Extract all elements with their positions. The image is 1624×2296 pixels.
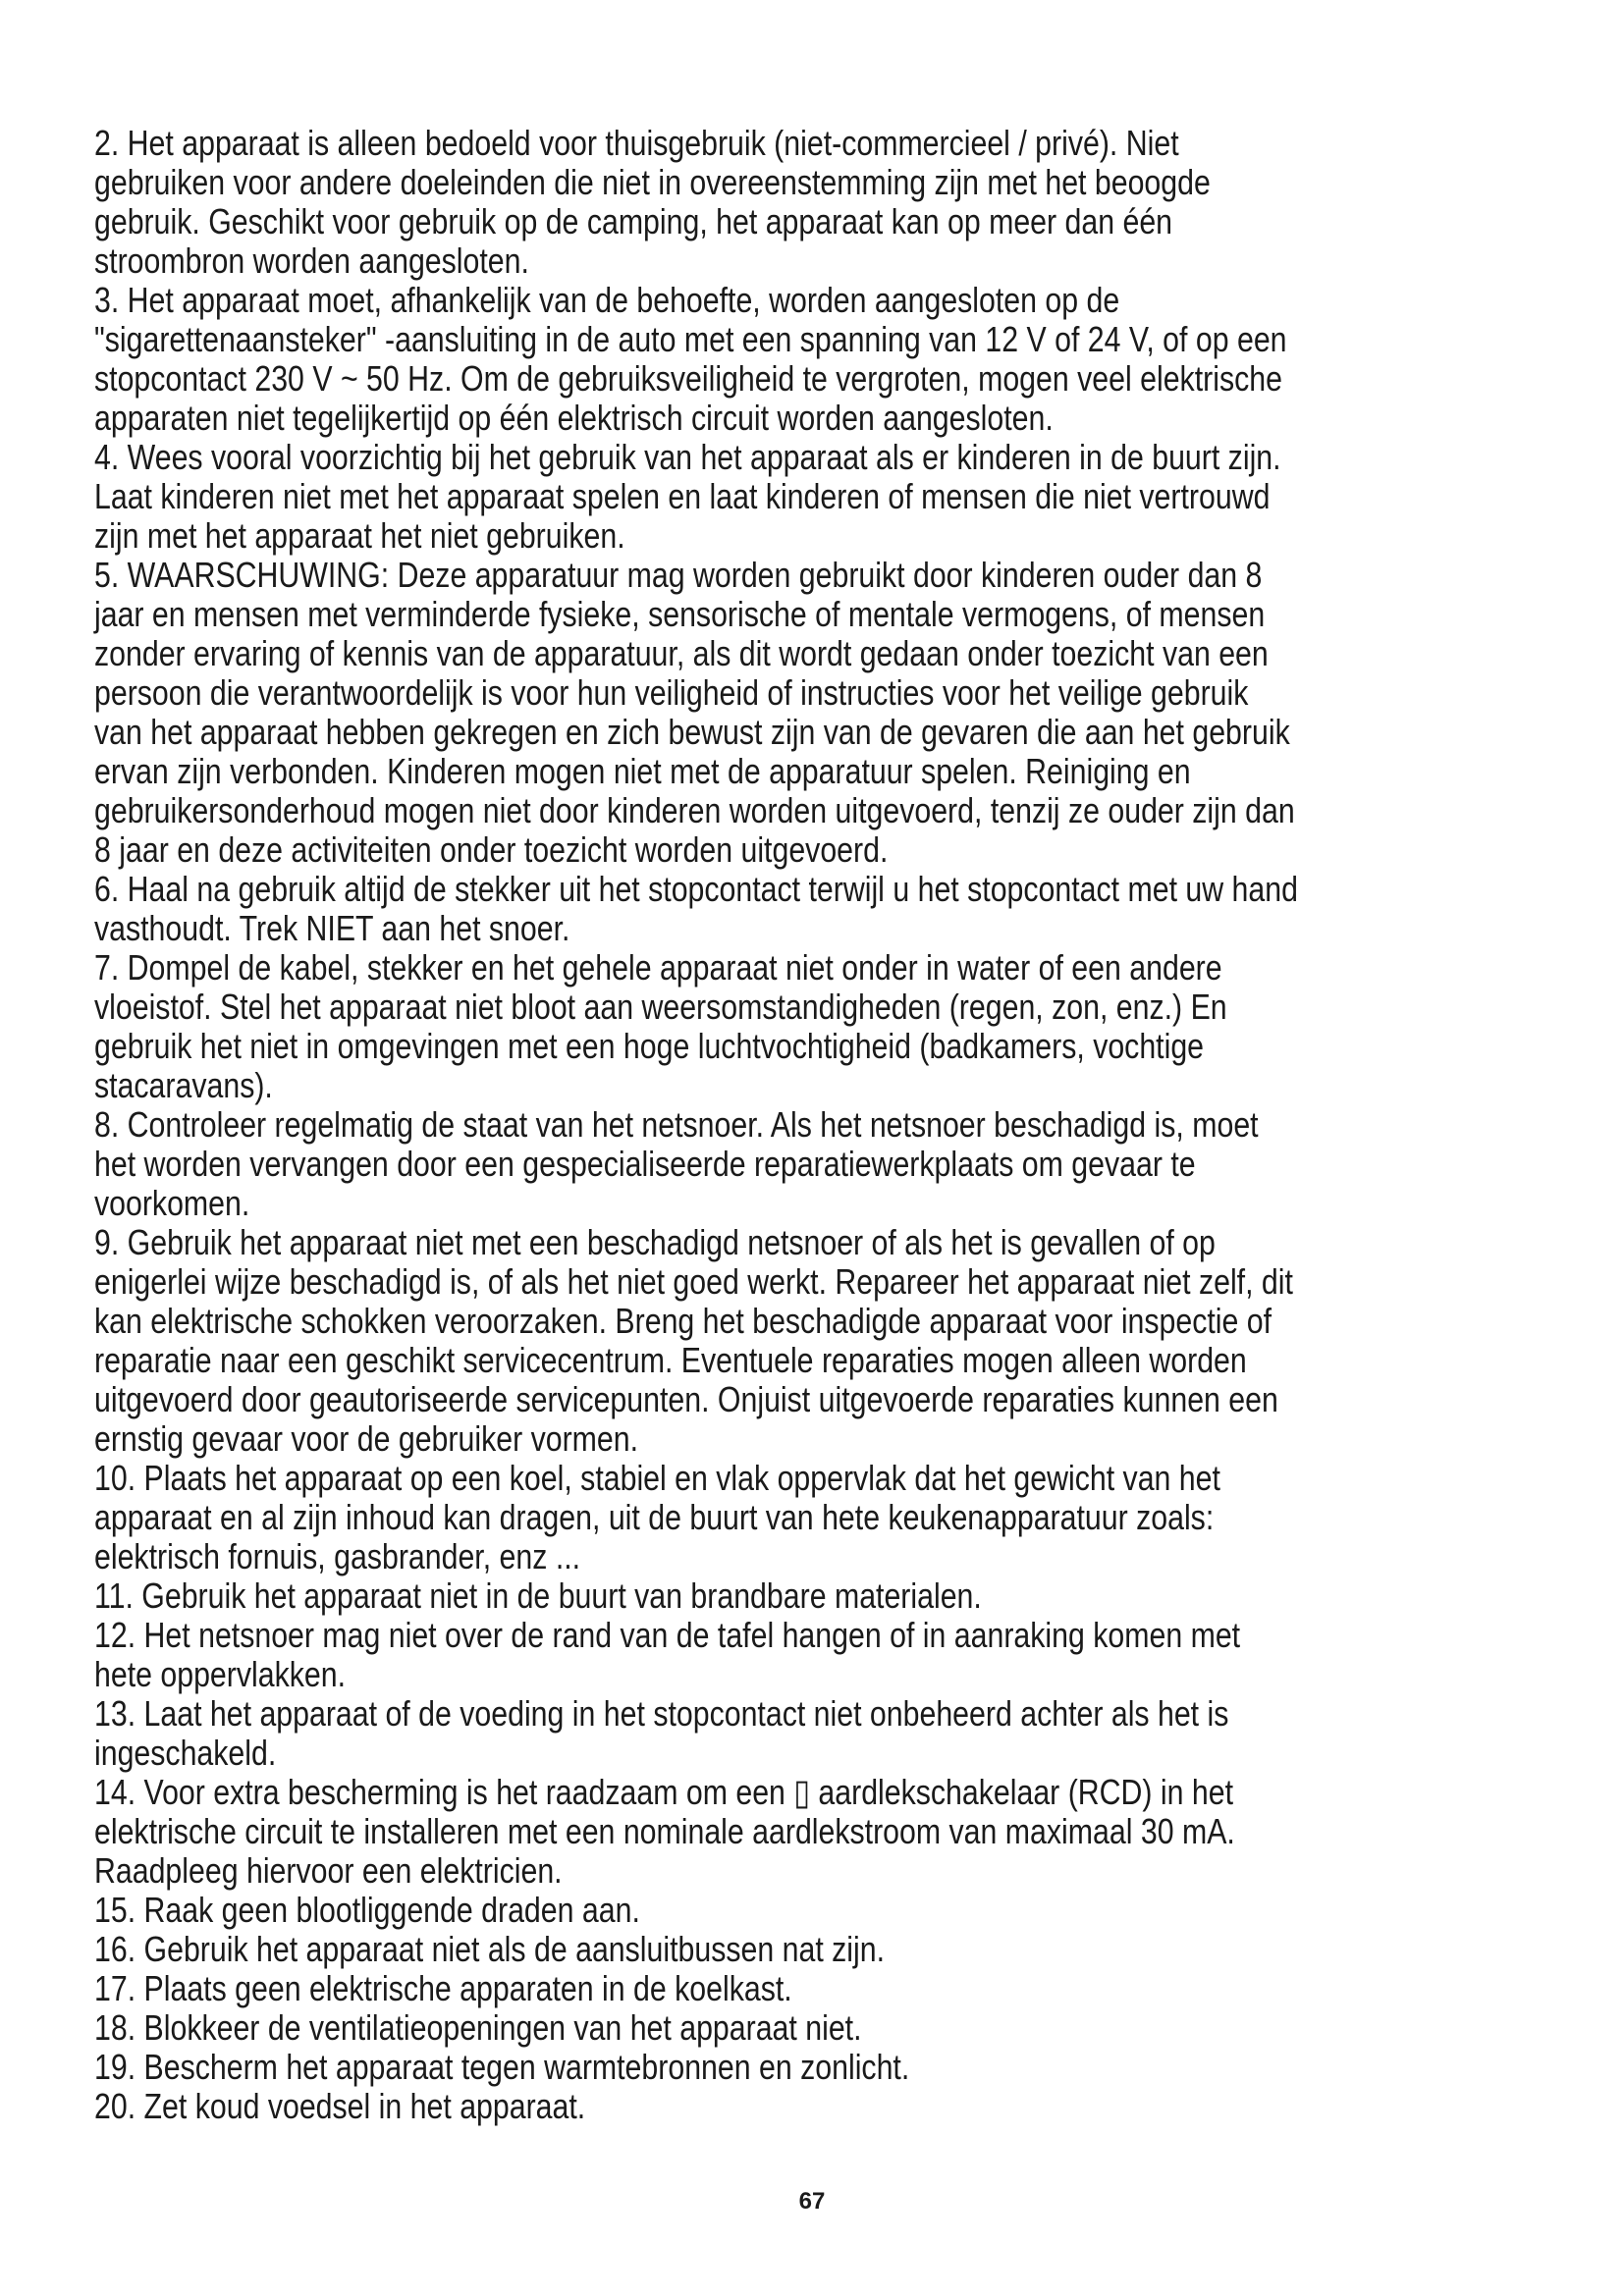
text-line: 3. Het apparaat moet, afhankelijk van de behoefte, worden aangesloten op de (94, 280, 1120, 320)
text-line: ernstig gevaar voor de gebruiker vormen. (94, 1418, 639, 1459)
text-line: zijn met het apparaat het niet gebruiken. (94, 515, 625, 556)
text-line: 6. Haal na gebruik altijd de stekker uit het stopcontact terwijl u het stopcontact met uw hand (94, 869, 1298, 909)
instruction-17 (94, 1969, 1317, 2008)
text-line: gebruik het niet in omgevingen met een hoge luchtvochtigheid (badkamers, vochtige (94, 1026, 1205, 1066)
instruction-19 (94, 2048, 1317, 2087)
text-line: gebruiken voor andere doeleinden die niet in overeenstemming zijn met het beoogde (94, 162, 1211, 202)
text-line: elektrisch fornuis, gasbrander, enz ... (94, 1536, 581, 1576)
text-line: 5. WAARSCHUWING: Deze apparatuur mag worden gebruikt door kinderen ouder dan 8 (94, 555, 1263, 595)
instruction-4 (94, 438, 1317, 556)
instruction-3 (94, 281, 1317, 438)
text-line: 11. Gebruik het apparaat niet in de buurt van brandbare materialen. (94, 1575, 982, 1616)
text-line: ervan zijn verbonden. Kinderen mogen niet met de apparatuur spelen. Reiniging en (94, 751, 1191, 791)
text-line: gebruikersonderhoud mogen niet door kinderen worden uitgevoerd, tenzij ze ouder zijn dan (94, 790, 1295, 830)
text-line: uitgevoerd door geautoriseerde servicepunten. Onjuist uitgevoerde reparaties kunnen een (94, 1379, 1278, 1419)
instruction-8 (94, 1105, 1317, 1223)
text-line: voorkomen. (94, 1183, 250, 1223)
text-line: 10. Plaats het apparaat op een koel, stabiel en vlak oppervlak dat het gewicht van het (94, 1458, 1220, 1498)
instruction-16 (94, 1930, 1317, 1969)
text-line: enigerlei wijze beschadigd is, of als het niet goed werkt. Repareer het apparaat niet zelf, dit (94, 1261, 1293, 1302)
instruction-9 (94, 1223, 1317, 1459)
text-line: het worden vervangen door een gespecialiseerde reparatiewerkplaats om gevaar te (94, 1144, 1196, 1184)
text-line: 17. Plaats geen elektrische apparaten in de koelkast. (94, 1968, 792, 2008)
instruction-2 (94, 124, 1317, 281)
text-line: persoon die verantwoordelijk is voor hun veiligheid of instructies voor het veilige gebruik (94, 672, 1249, 713)
text-line: jaar en mensen met verminderde fysieke, sensorische of mentale vermogens, of mensen (94, 594, 1266, 634)
instruction-11 (94, 1576, 1317, 1616)
text-line: zonder ervaring of kennis van de apparatuur, als dit wordt gedaan onder toezicht van een (94, 633, 1269, 673)
instruction-10 (94, 1459, 1317, 1576)
text-line: stopcontact 230 V ~ 50 Hz. Om de gebruiksveiligheid te vergroten, mogen veel elektrische (94, 358, 1282, 399)
text-line: gebruik. Geschikt voor gebruik op de camping, het apparaat kan op meer dan één (94, 201, 1173, 241)
text-line: 18. Blokkeer de ventilatieopeningen van het apparaat niet. (94, 2007, 862, 2048)
text-line: stacaravans). (94, 1065, 273, 1105)
text-line: reparatie naar een geschikt servicecentrum. Eventuele reparaties mogen alleen worden (94, 1340, 1247, 1380)
text-line: 8. Controleer regelmatig de staat van het netsnoer. Als het netsnoer beschadigd is, moet (94, 1104, 1259, 1145)
instruction-20 (94, 2087, 1317, 2126)
text-line: 14. Voor extra bescherming is het raadzaam om een ▯ aardlekschakelaar (RCD) in het (94, 1772, 1234, 1812)
text-line: 13. Laat het apparaat of de voeding in het stopcontact niet onbeheerd achter als het is (94, 1693, 1229, 1734)
text-line: 20. Zet koud voedsel in het apparaat. (94, 2086, 586, 2126)
text-line: 12. Het netsnoer mag niet over de rand van de tafel hangen of in aanraking komen met (94, 1615, 1241, 1655)
instruction-14 (94, 1773, 1317, 1891)
instruction-18 (94, 2008, 1317, 2048)
text-line: 19. Bescherm het apparaat tegen warmtebronnen en zonlicht. (94, 2047, 910, 2087)
instruction-5-warning (94, 556, 1317, 870)
page-number: 67 (798, 2188, 826, 2215)
text-line: hete oppervlakken. (94, 1654, 347, 1694)
text-line: ingeschakeld. (94, 1733, 277, 1773)
instruction-13 (94, 1694, 1317, 1773)
text-line: 16. Gebruik het apparaat niet als de aansluitbussen nat zijn. (94, 1929, 886, 1969)
text-line: 9. Gebruik het apparaat niet met een beschadigd netsnoer of als het is gevallen of op (94, 1222, 1216, 1262)
instruction-7 (94, 948, 1317, 1105)
instruction-6 (94, 870, 1317, 948)
text-line: 4. Wees vooral voorzichtig bij het gebruik van het apparaat als er kinderen in de buurt zijn. (94, 437, 1281, 477)
text-line: stroombron worden aangesloten. (94, 240, 529, 281)
text-line: 7. Dompel de kabel, stekker en het gehele apparaat niet onder in water of een andere (94, 947, 1222, 988)
instruction-list (94, 124, 1317, 2126)
text-line: apparaat en al zijn inhoud kan dragen, uit de buurt van hete keukenapparatuur zoals: (94, 1497, 1215, 1537)
instruction-12 (94, 1616, 1317, 1694)
text-line: Laat kinderen niet met het apparaat spelen en laat kinderen of mensen die niet vertrouwd (94, 476, 1271, 516)
text-line: vasthoudt. Trek NIET aan het snoer. (94, 908, 570, 948)
text-line: "sigarettenaansteker" -aansluiting in de auto met een spanning van 12 V of 24 V, of op een (94, 319, 1287, 359)
text-line: Raadpleeg hiervoor een elektricien. (94, 1850, 563, 1891)
text-line: 2. Het apparaat is alleen bedoeld voor thuisgebruik (niet-commercieel / privé). Niet (94, 123, 1179, 163)
text-line: 8 jaar en deze activiteiten onder toezicht worden uitgevoerd. (94, 829, 889, 870)
text-line: van het apparaat hebben gekregen en zich bewust zijn van de gevaren die aan het gebruik (94, 712, 1290, 752)
text-line: kan elektrische schokken veroorzaken. Breng het beschadigde apparaat voor inspectie of (94, 1301, 1272, 1341)
instruction-15 (94, 1891, 1317, 1930)
text-line: vloeistof. Stel het apparaat niet bloot aan weersomstandigheden (regen, zon, enz.) En (94, 987, 1227, 1027)
text-line: 15. Raak geen blootliggende draden aan. (94, 1890, 640, 1930)
text-line: apparaten niet tegelijkertijd op één elektrisch circuit worden aangesloten. (94, 398, 1054, 438)
text-line: elektrische circuit te installeren met een nominale aardlekstroom van maximaal 30 mA. (94, 1811, 1235, 1851)
